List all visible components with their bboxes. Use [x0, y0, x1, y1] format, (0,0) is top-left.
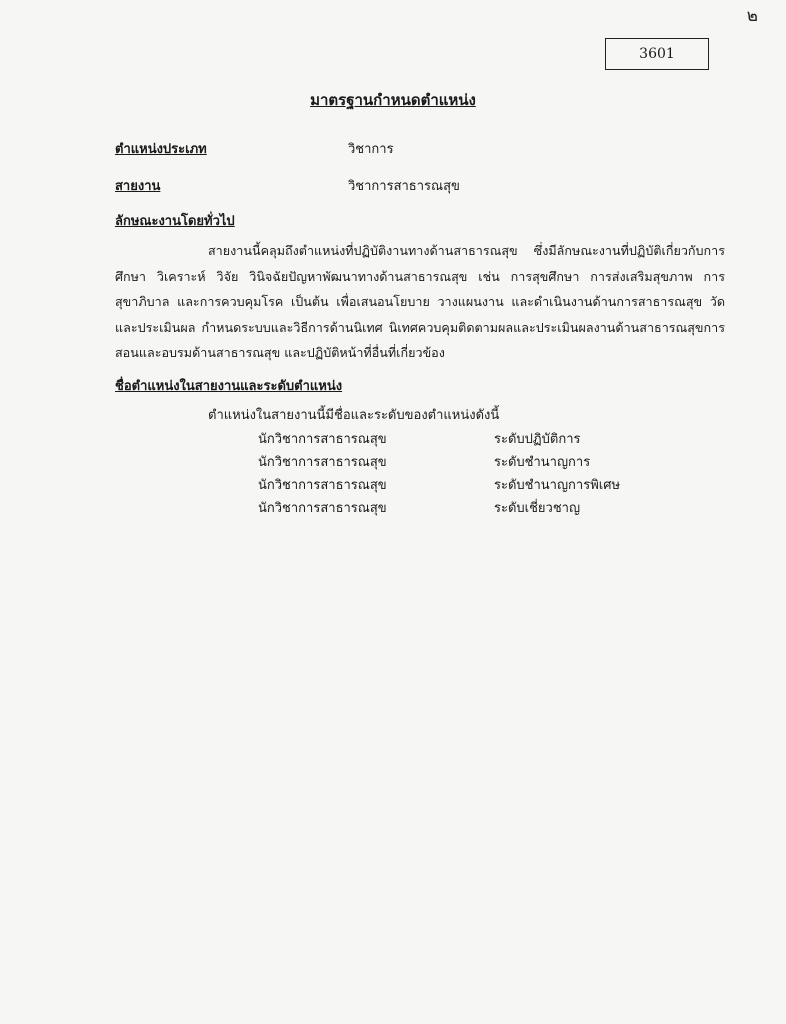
- position-code: 3601: [639, 46, 675, 62]
- position-level: ระดับเชี่ยวชาญ: [494, 501, 581, 516]
- page-number: ๒: [746, 6, 758, 26]
- position-name: นักวิชาการสาธารณสุข: [258, 432, 387, 447]
- general-description: สายงานนี้คลุมถึงตำแหน่งที่ปฏิบัติงานทางด้านสาธารณสุข ซึ่งมีลักษณะงานที่ปฏิบัติเกี่ยวกับการศึกษา วิเคราะห์ วิจัย วินิจฉัยปัญหาพัฒนาทางด้านสาธารณสุข เช่น การสุขศึกษา การส่งเสริมสุขภาพ การสุขาภิบาล และการควบคุมโรค เป็นต้น เพื่อเสนอนโยบาย วางแผนงาน และดำเนินงานด้านการสาธารณสุข วัดและประเมินผล กำหนดระบบและวิธีการด้านนิเทศ นิเทศควบคุมติดตามผลและประเมินผลงานด้านสาธารณสุขการสอนและอบรมด้านสาธารณสุข และปฏิบัติหน้าที่อื่นที่เกี่ยวข้อง: [115, 243, 725, 360]
- section-heading-general: ลักษณะงานโดยทั่วไป: [115, 214, 235, 229]
- position-name: นักวิชาการสาธารณสุข: [258, 478, 387, 493]
- position-row: [258, 497, 658, 519]
- position-level: ระดับชำนาญการพิเศษ: [494, 478, 621, 493]
- position-level: ระดับปฏิบัติการ: [494, 432, 581, 447]
- field-label-type: ตำแหน่งประเภท: [115, 142, 207, 157]
- position-name: นักวิชาการสาธารณสุข: [258, 455, 387, 470]
- field-value-type: วิชาการ: [348, 142, 394, 157]
- field-value-line: วิชาการสาธารณสุข: [348, 179, 460, 194]
- document-title: มาตรฐานกำหนดตำแหน่ง: [310, 91, 476, 109]
- position-name: นักวิชาการสาธารณสุข: [258, 501, 387, 516]
- position-row: [258, 428, 658, 450]
- field-label-line: สายงาน: [115, 179, 161, 194]
- position-row: [258, 451, 658, 473]
- positions-intro: ตำแหน่งในสายงานนี้มีชื่อและระดับของตำแหน่งดังนี้: [208, 408, 500, 423]
- section-heading-positions: ชื่อตำแหน่งในสายงานและระดับตำแหน่ง: [115, 379, 343, 394]
- position-row: [258, 474, 658, 496]
- position-code-box: [605, 38, 709, 70]
- position-level: ระดับชำนาญการ: [494, 455, 591, 470]
